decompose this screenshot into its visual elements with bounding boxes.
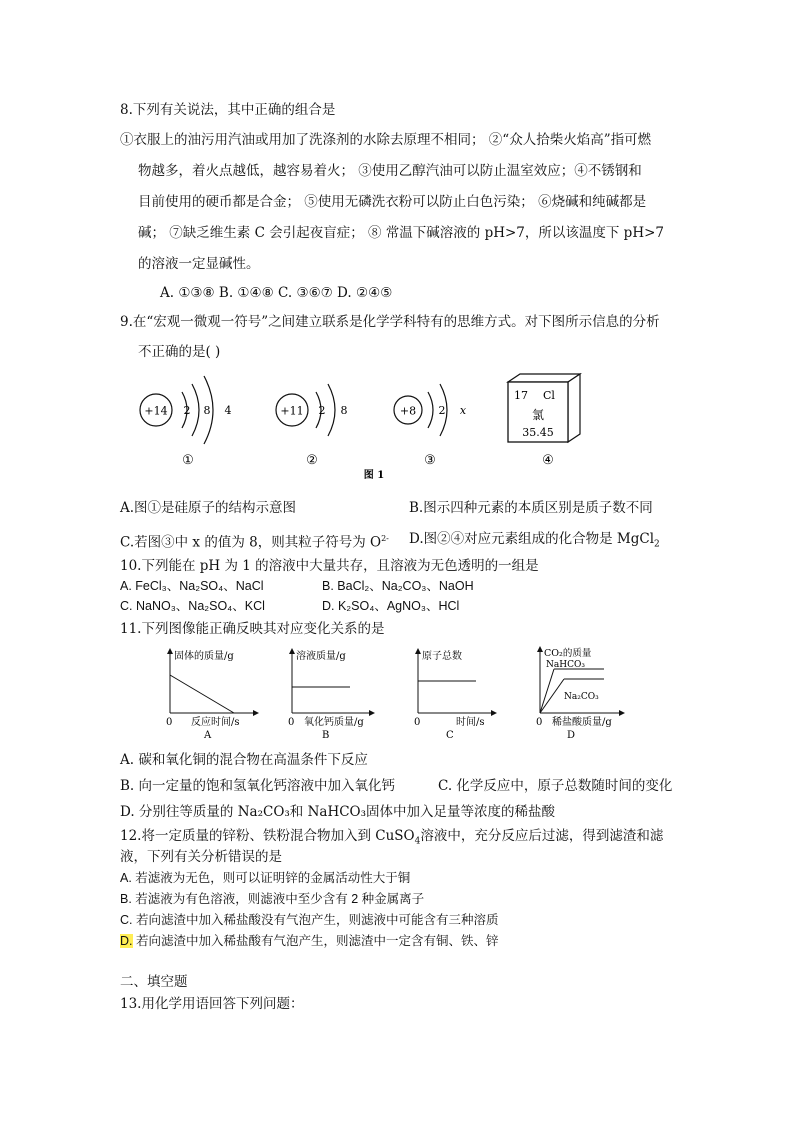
graph-b-label: B [322,730,330,741]
q9-option-c: C.若图③中 x 的值为 8，则其粒子符号为 $O^{2-}$ [120,534,389,551]
graph-d-series-2: Na₂CO₃ [564,692,599,702]
section-title: 二、填空题 [120,974,188,990]
atom-1-nucleus: +14 [144,404,168,418]
element-number: 17 [514,389,528,402]
svg-text:x: x [459,404,467,417]
q8-line-2: 物越多，着火点越低，越容易着火； ③使用乙醇汽油可以防止温室效应；④不锈钢和 [138,163,642,179]
graph-b-xlabel: 氧化钙质量/g [304,717,364,728]
svg-text:8: 8 [340,404,348,417]
element-symbol: Cl [543,389,555,402]
q10-stem: 10.下列能在 pH 为 1 的溶液中大量共存，且溶液为无色透明的一组是 [120,558,539,574]
graph-d-label: D [567,730,576,741]
graph-d-ylabel: CO₂的质量 [544,648,592,659]
q13-stem: 13.用化学用语回答下列问题： [120,996,304,1012]
q10-option-a: A. FeCl₃、Na₂SO₄、NaCl [120,579,264,593]
q10-option-b: B. BaCl₂、Na₂CO₃、NaOH [322,579,474,593]
element-mass: 35.45 [522,426,554,439]
atom-2-nucleus: +11 [280,404,304,418]
q9-stem-line-2: 不正确的是( ) [138,344,221,360]
q11-stem: 11.下列图像能正确反映其对应变化关系的是 [120,621,385,637]
q8-line-4: 碱； ⑦缺乏维生素 C 会引起夜盲症； ⑧ 常温下碱溶液的 pH>7，所以该温度下 pH>7 [138,225,664,241]
q9-option-b: B.图示四种元素的本质区别是质子数不同 [409,500,653,516]
graph-c-origin: 0 [414,717,421,728]
q11-option-a: A. 碳和氧化铜的混合物在高温条件下反应 [120,752,368,768]
q8-line-3: 目前使用的硬币都是合金； ⑤使用无磷洗衣粉可以防止白色污染； ⑥烧碱和纯碱都是 [138,194,647,210]
graph-d [536,647,622,741]
graph-d-series-1: NaHCO₃ [546,660,585,670]
svg-text:2: 2 [438,404,446,417]
atom-structure-3 [394,384,467,468]
graph-c [414,649,494,741]
q11-option-d: D. 分别往等质量的 Na₂CO₃和 NaHCO₃固体中加入足量等浓度的稀盐酸 [120,804,556,820]
svg-text:2: 2 [183,404,191,417]
graph-d-xlabel: 稀盐酸质量/g [552,717,612,728]
q12-option-d: D. 若向滤渣中加入稀盐酸有气泡产生，则滤渣中一定含有铜、铁、锌 [120,934,499,948]
graph-a-ylabel: 固体的质量/g [174,651,234,662]
atom-structure-1 [140,376,232,468]
graph-a-line [170,675,234,713]
q9-option-a: A.图①是硅原子的结构示意图 [120,500,297,516]
svg-text:8: 8 [203,404,211,417]
q9-option-d: D.图②④对应元素组成的化合物是 MgCl$_2$ [409,531,660,550]
q10-option-c: C. NaNO₃、Na₂SO₄、KCl [120,599,265,613]
graph-a-label: A [204,730,212,741]
atom-3-nucleus: +8 [399,404,417,418]
graph-a-origin: 0 [166,717,173,728]
element-name: 氯 [531,408,545,422]
q8-options: A. ①③⑧ B. ①④⑧ C. ③⑥⑦ D. ②④⑤ [160,285,393,301]
graph-a [166,649,256,741]
atom-3-label: ③ [424,453,436,468]
graph-b-origin: 0 [288,717,295,728]
q11-option-c: C. 化学反应中，原子总数随时间的变化 [438,778,673,794]
graph-d-na2co3-rise [540,679,564,713]
svg-text:4: 4 [224,404,232,417]
atom-2-label: ② [306,453,318,468]
atom-structure-2 [276,384,348,468]
graph-c-ylabel: 原子总数 [422,651,462,662]
q11-option-b: B. 向一定量的饱和氢氧化钙溶液中加入氧化钙 [120,778,396,794]
graph-d-nahco3-rise [540,669,554,713]
graph-d-origin: 0 [536,717,543,728]
q9-figure [130,370,600,485]
q9-stem-line-1: 9.在“宏观一微观一符号”之间建立联系是化学学科特有的思维方式。对下图所示信息的分析 [120,314,660,330]
graph-c-xlabel: 时间/s [456,717,485,728]
figure-caption: 图 1 [363,470,385,481]
q12-option-a: A. 若滤液为无色，则可以证明锌的金属活动性大于铜 [120,871,411,885]
atom-1-label: ① [182,453,194,468]
q12-stem-line-1: 12.将一定质量的锌粉、铁粉混合物加入到 CuSO$_4$溶液中，充分反应后过滤，得到滤渣和滤 [120,828,664,847]
q8-stem: 8.下列有关说法，其中正确的组合是 [120,102,336,118]
graph-a-xlabel: 反应时间/s [191,717,240,728]
q8-line-5: 的溶液一定显碱性。 [138,256,260,272]
graph-b-ylabel: 溶液质量/g [296,651,346,662]
svg-text:2: 2 [318,404,326,417]
graph-c-label: C [446,730,454,741]
q8-line-1: ①衣服上的油污用汽油或用加了洗涤剂的水除去原理不相同； ②“众人拾柴火焰高”指可燃 [120,132,652,148]
q10-option-d: D. K₂SO₄、AgNO₃、HCl [322,599,460,613]
q12-option-c: C. 若向滤渣中加入稀盐酸没有气泡产生，则滤液中可能含有三种溶质 [120,913,499,927]
q12-option-b: B. 若滤液为有色溶液，则滤液中至少含有 2 种金属离子 [120,892,425,906]
q12-stem-line-2: 液，下列有关分析错误的是 [120,849,282,865]
element-info-box [508,374,580,468]
q11-graphs [160,645,640,745]
graph-b [288,649,372,741]
element-box-label: ④ [542,453,554,468]
q12-option-d-highlight: D. [120,934,133,948]
